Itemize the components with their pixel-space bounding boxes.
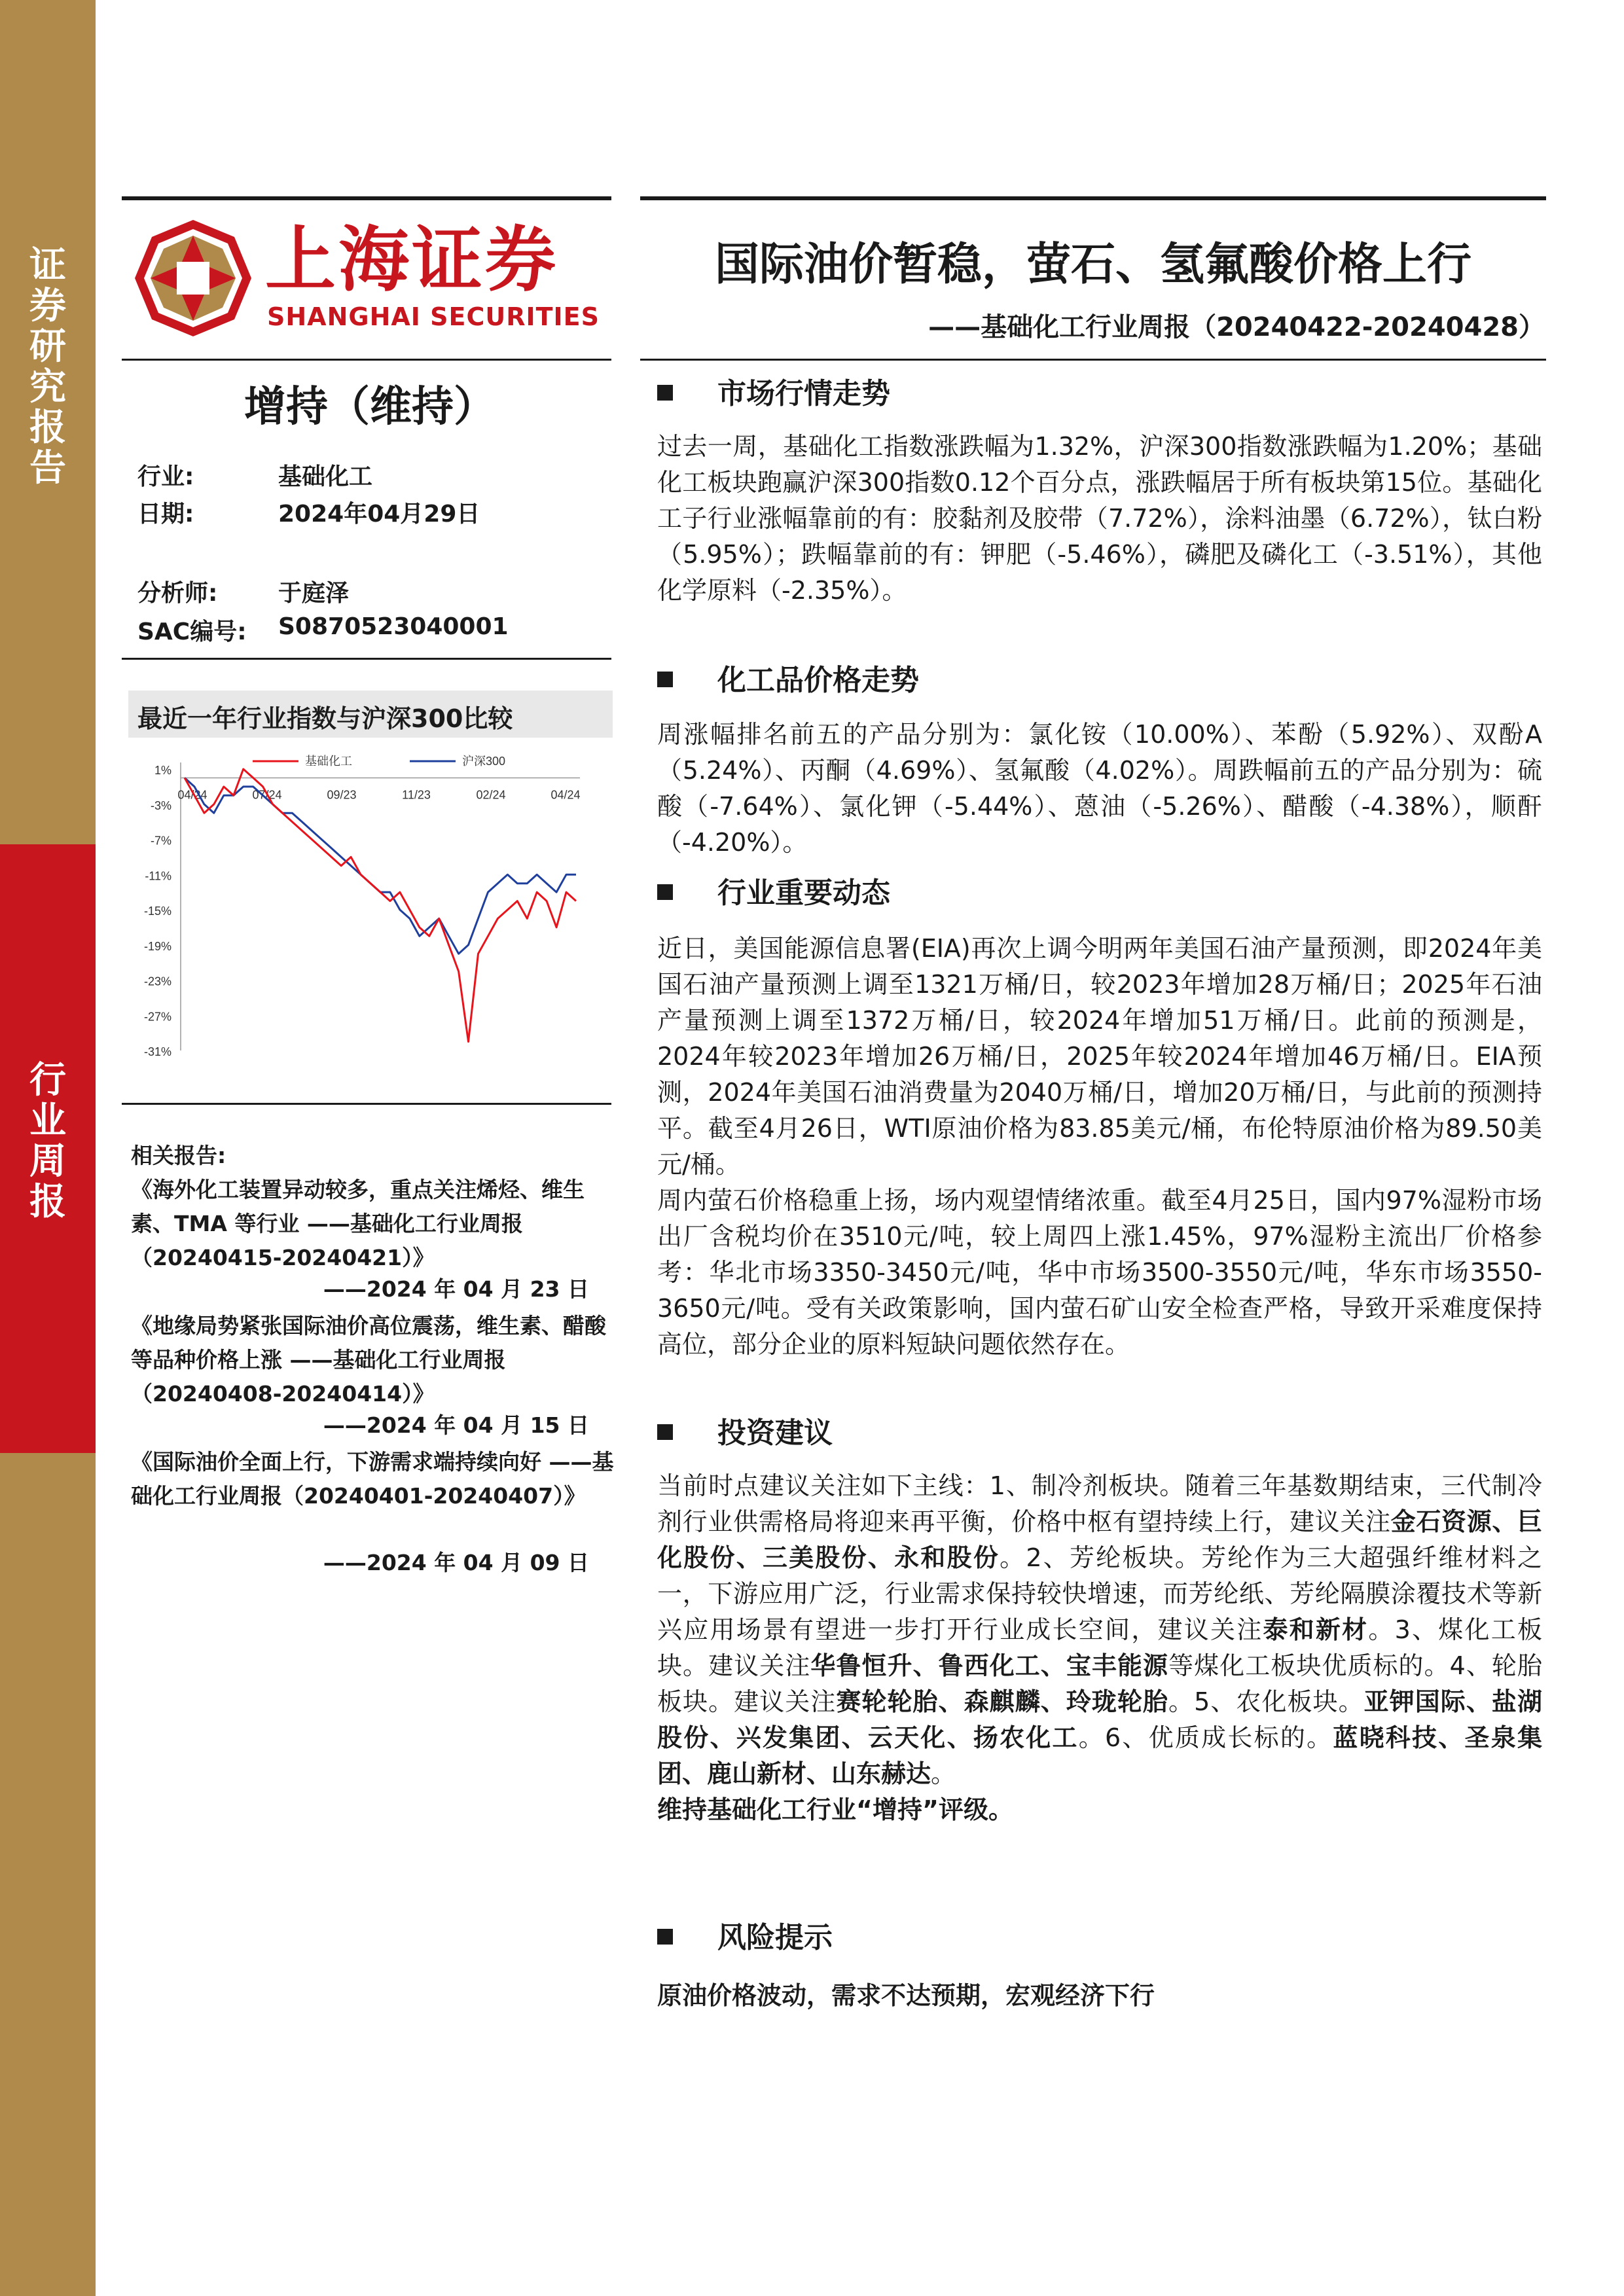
invest-picks-tire: 赛轮轮胎、森麒麟、玲珑轮胎: [836, 1687, 1169, 1716]
industry-label: 行业:: [137, 463, 194, 490]
related-report-3[interactable]: 《国际油价全面上行，下游需求端持续向好 ——基础化工行业周报（20240401-20240407）》: [131, 1449, 614, 1509]
news-paragraph-2: 周内萤石价格稳重上扬，场内观望情绪浓重。截至4月25日，国内97%湿粉市场出厂含税均价在3510元/吨，较上周四上涨1.45%，97%湿粉主流出厂价格参考：华北市场3350-3450元/吨，华中市场3500-3550元/吨，华东市场3550-3650元/吨。受有关政策影响，国内萤石矿山安全检查严格，导致开采难度保持高位，部分企业的原料短缺问题依然存在。: [657, 1186, 1542, 1359]
logo-emblem-icon: [131, 216, 255, 340]
index-comparison-chart: [128, 743, 613, 1083]
section-news-heading: [657, 869, 890, 911]
y-tick-label: 1%: [154, 764, 171, 777]
right-mid-rule: [640, 359, 1546, 361]
section-price-title: 化工品价格走势: [717, 664, 919, 697]
invest-text-1: 当前时点建议关注如下主线：1、制冷剂板块。随着三年基数期结束，三代制冷剂行业供需格局将迎来再平衡，价格中枢有望持续上行，建议关注: [657, 1471, 1542, 1536]
analyst-value: 于庭泽: [278, 580, 350, 607]
x-tick-label: 04/24: [177, 788, 208, 802]
risk-paragraph: 原油价格波动，需求不达预期，宏观经济下行: [657, 1981, 1155, 2010]
report-title: 国际油价暂稳，萤石、氢氟酸价格上行: [714, 239, 1471, 291]
sac-label: SAC编号:: [137, 619, 247, 645]
invest-picks-growth: 蓝晓科技、圣泉集团、鹿山新材、山东赫达: [657, 1723, 1542, 1788]
date-value: 2024年04月29日: [278, 501, 480, 528]
price-paragraph: 周涨幅排名前五的产品分别为：氯化铵（10.00%）、苯酚（5.92%）、双酚A（5.24%）、丙酮（4.69%）、氢氟酸（4.02%）。周跌幅前五的产品分别为：硫酸（-7.64%）、氯化钾（-5.44%）、蒽油（-5.26%）、醋酸（-4.38%），顺酐（-4.20%）。: [657, 720, 1542, 857]
sidebar-bottom-label: 行 业 周 报: [29, 1059, 66, 1223]
sac-value: S0870523040001: [278, 613, 509, 640]
related-date-3: ——2024 年 04 月 09 日: [323, 1550, 589, 1575]
square-bullet-icon: [657, 672, 673, 687]
invest-text-6: 。6、优质成长标的。: [1078, 1723, 1333, 1752]
section-invest-heading: [657, 1409, 833, 1451]
x-tick-label: 04/24: [550, 788, 581, 802]
market-paragraph: 过去一周，基础化工指数涨跌幅为1.32%，沪深300指数涨跌幅为1.20%；基础化工板块跑赢沪深300指数0.12个百分点，涨跌幅居于所有板块第15位。基础化工子行业涨幅靠前的有：胶黏剂及胶带（7.72%），涂料油墨（6.72%），钛白粉（5.95%）；跌幅靠前的有：钾肥（-5.46%），磷肥及磷化工（-3.51%），其他化学原料（-2.35%）。: [657, 432, 1542, 605]
related-report-1[interactable]: 《海外化工装置异动较多，重点关注烯烃、维生素、TMA 等行业 ——基础化工行业周报（20240415-20240421）》: [131, 1177, 585, 1270]
company-logo: [131, 216, 600, 340]
section-price-heading: [657, 656, 919, 698]
left-top-rule: [122, 196, 611, 200]
date-label: 日期:: [137, 501, 194, 528]
legend-label: 基础化工: [305, 755, 352, 768]
square-bullet-icon: [657, 884, 673, 900]
industry-value: 基础化工: [278, 463, 373, 490]
x-tick-label: 02/24: [476, 788, 506, 802]
y-tick-label: -23%: [143, 975, 171, 988]
related-date-2: ——2024 年 04 月 15 日: [323, 1412, 589, 1438]
analyst-label: 分析师:: [137, 580, 218, 607]
section-news-title: 行业重要动态: [717, 876, 890, 910]
chart-title-box: [128, 691, 613, 738]
section-risk-title: 风险提示: [717, 1921, 833, 1954]
y-tick-label: -3%: [150, 798, 171, 812]
y-tick-label: -15%: [143, 905, 171, 918]
square-bullet-icon: [657, 1424, 673, 1440]
section-market-title: 市场行情走势: [717, 377, 890, 410]
y-tick-label: -27%: [143, 1010, 171, 1024]
section-risk-heading: [657, 1914, 833, 1956]
x-tick-label: 11/23: [402, 788, 431, 802]
section-market-heading: [657, 370, 890, 412]
square-bullet-icon: [657, 1929, 673, 1945]
sidebar-top-label: 证 券 研 究 报 告: [29, 244, 66, 490]
invest-text-7: 。: [931, 1759, 956, 1788]
report-subtitle: ——基础化工行业周报（20240422-20240428）: [928, 312, 1545, 342]
news-paragraph-1: 近日，美国能源信息署(EIA)再次上调今明两年美国石油产量预测，即2024年美国石油产量预测上调至1321万桶/日，较2023年增加28万桶/日；2025年石油产量预测上调至1372万桶/日，较2024年增加51万桶/日。此前的预测是，2024年较2023年增加26万桶/日，2025年较2024年增加46万桶/日。EIA预测，2024年美国石油消费量为2040万桶/日，增加20万桶/日，与此前的预测持平。截至4月26日，WTI原油价格为83.85美元/桶，布伦特原油价格为89.50美元/桶。: [657, 934, 1542, 1179]
right-top-rule: [640, 196, 1546, 200]
invest-text-5: 。5、农化板块。: [1168, 1687, 1364, 1716]
square-bullet-icon: [657, 385, 673, 401]
related-rule: [122, 1103, 611, 1105]
invest-conclusion: 维持基础化工行业“增持”评级。: [657, 1795, 1013, 1824]
related-heading: 相关报告:: [131, 1143, 226, 1168]
invest-text-3: 。3、煤化工板块。建议关注: [657, 1615, 1542, 1680]
legend-label: 沪深300: [462, 755, 506, 768]
invest-text-2: 。2、芳纶板块。芳纶作为三大超强纤维材料之一，下游应用广泛，行业需求保持较快增速，而芳纶纸、芳纶隔膜涂覆技术等新兴应用场景有望进一步打开行业成长空间，建议关注: [657, 1543, 1542, 1644]
invest-picks-aramid: 泰和新材: [1263, 1615, 1369, 1644]
x-tick-label: 07/24: [252, 788, 282, 802]
invest-text-4: 等煤化工板块优质标的。4、轮胎板块。建议关注: [657, 1651, 1542, 1716]
logo-cn-text: 上海证券: [265, 219, 559, 301]
chart-title: 最近一年行业指数与沪深300比较: [137, 704, 513, 733]
x-tick-label: 09/23: [327, 788, 357, 802]
y-tick-label: -11%: [145, 869, 171, 883]
section-invest-title: 投资建议: [717, 1416, 833, 1450]
y-tick-label: -19%: [143, 939, 171, 953]
y-tick-label: -7%: [150, 834, 171, 848]
invest-picks-refrigerant: 金石资源、巨化股份、三美股份、永和股份: [657, 1507, 1542, 1572]
invest-picks-agrochem: 亚钾国际、盐湖股份、兴发集团、云天化、扬农化工: [657, 1687, 1542, 1752]
related-report-2[interactable]: 《地缘局势紧张国际油价高位震荡，维生素、醋酸等品种价格上涨 ——基础化工行业周报（20240408-20240414）》: [131, 1313, 606, 1407]
rating: 增持（维持）: [244, 383, 496, 431]
logo-en-text: SHANGHAI SECURITIES: [267, 302, 600, 331]
left-mid-rule: [122, 359, 611, 361]
chart-box: [128, 743, 613, 1083]
y-tick-label: -31%: [143, 1045, 171, 1058]
left-sep-rule: [122, 658, 611, 660]
invest-paragraph: [657, 1468, 1542, 1828]
related-date-1: ——2024 年 04 月 23 日: [323, 1276, 589, 1302]
invest-picks-coal-chem: 华鲁恒升、鲁西化工、宝丰能源: [810, 1651, 1169, 1680]
